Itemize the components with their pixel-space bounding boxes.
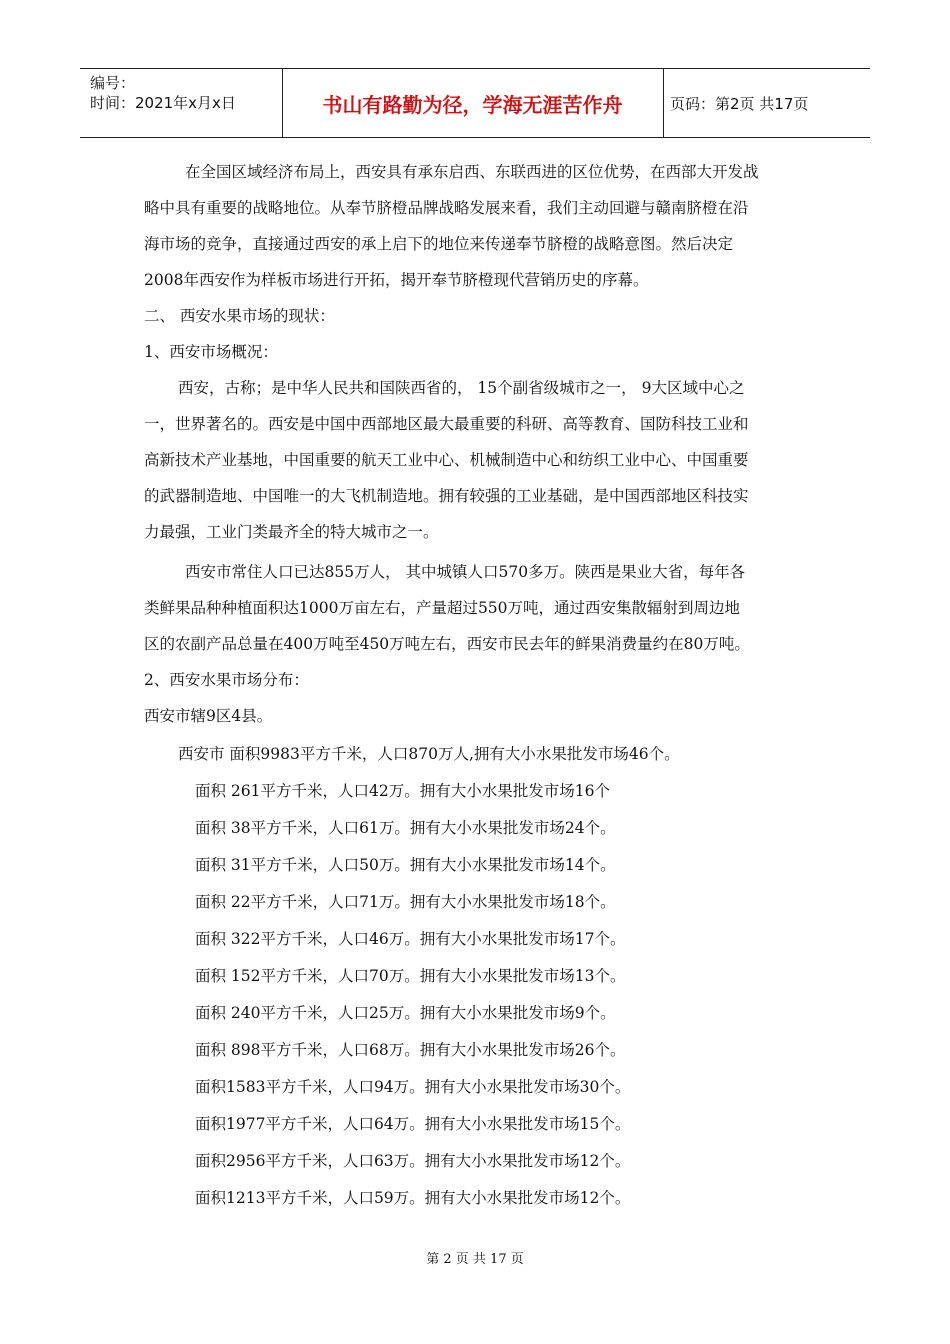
serial-label: 编号： bbox=[90, 74, 136, 92]
district-line: 面积 322平方千米，人口46万。拥有大小水果批发市场17个。 bbox=[195, 930, 626, 948]
paragraph-line: 类鲜果品种种植面积达1000万亩左右，产量超过550万吨，通过西安集散辐射到周边地 bbox=[144, 599, 741, 617]
district-line: 面积1213平方千米，人口59万。拥有大小水果批发市场12个。 bbox=[195, 1189, 631, 1207]
page-footer: 第 2 页 共 17 页 bbox=[426, 1252, 524, 1267]
city-summary-line: 西安市 面积9983平方千米，人口870万人,拥有大小水果批发市场46个。 bbox=[178, 745, 680, 763]
header-motto: 书山有路勤为径，学海无涯苦作舟 bbox=[322, 92, 623, 117]
time-label: 时间：2021年x月x日 bbox=[90, 94, 236, 112]
paragraph-line: 西安市常住人口已达855万人， 其中城镇人口570多万。陕西是果业大省，每年各 bbox=[185, 563, 746, 581]
district-line: 面积 31平方千米，人口50万。拥有大小水果批发市场14个。 bbox=[195, 856, 616, 874]
header-divider-right bbox=[663, 69, 664, 137]
header-page-info: 页码：第2页 共17页 bbox=[670, 94, 809, 113]
district-line: 面积 152平方千米，人口70万。拥有大小水果批发市场13个。 bbox=[195, 967, 626, 985]
district-line: 面积 240平方千米，人口25万。拥有大小水果批发市场9个。 bbox=[195, 1004, 616, 1022]
district-line: 面积 261平方千米，人口42万。拥有大小水果批发市场16个 bbox=[195, 782, 610, 800]
district-line: 面积1977平方千米，人口64万。拥有大小水果批发市场15个。 bbox=[195, 1115, 631, 1133]
paragraph-line: 在全国区域经济布局上，西安具有承东启西、东联西进的区位优势，在西部大开发战 bbox=[185, 163, 759, 181]
district-line: 面积 898平方千米，人口68万。拥有大小水果批发市场26个。 bbox=[195, 1041, 626, 1059]
paragraph-line: 略中具有重要的战略地位。从奉节脐橙品牌战略发展来看，我们主动回避与赣南脐橙在沿 bbox=[144, 199, 749, 217]
paragraph-line: 西安，古称；是中华人民共和国陕西省的， 15个副省级城市之一， 9大区域中心之 bbox=[178, 379, 745, 397]
section-heading: 二、 西安水果市场的现状： bbox=[144, 307, 335, 325]
subsection-heading: 2、西安水果市场分布： bbox=[144, 671, 309, 689]
district-line: 面积2956平方千米，人口63万。拥有大小水果批发市场12个。 bbox=[195, 1152, 631, 1170]
paragraph-line: 一，世界著名的。西安是中国中西部地区最大最重要的科研、高等教育、国防科技工业和 bbox=[144, 415, 749, 433]
paragraph-line: 力最强，工业门类最齐全的特大城市之一。 bbox=[144, 523, 439, 541]
header-meta bbox=[90, 73, 236, 113]
document-header bbox=[80, 68, 870, 138]
paragraph-line: 区的农副产品总量在400万吨至450万吨左右，西安市民去年的鲜果消费量约在80万吨。 bbox=[144, 635, 750, 653]
paragraph-line: 高新技术产业基地，中国重要的航天工业中心、机械制造中心和纺织工业中心、中国重要 bbox=[144, 451, 749, 469]
paragraph-line: 2008年西安作为样板市场进行开拓，揭开奉节脐橙现代营销历史的序幕。 bbox=[144, 271, 649, 289]
district-line: 面积 38平方千米，人口61万。拥有大小水果批发市场24个。 bbox=[195, 819, 616, 837]
district-line: 面积 22平方千米，人口71万。拥有大小水果批发市场18个。 bbox=[195, 893, 616, 911]
subsection-heading: 1、西安市场概况： bbox=[144, 343, 278, 361]
paragraph-line: 西安市辖9区4县。 bbox=[144, 707, 273, 725]
paragraph-line: 的武器制造地、中国唯一的大飞机制造地。拥有较强的工业基础，是中国西部地区科技实 bbox=[144, 487, 749, 505]
district-line: 面积1583平方千米，人口94万。拥有大小水果批发市场30个。 bbox=[195, 1078, 631, 1096]
paragraph-line: 海市场的竞争，直接通过西安的承上启下的地位来传递奉节脐橙的战略意图。然后决定 bbox=[144, 235, 734, 253]
